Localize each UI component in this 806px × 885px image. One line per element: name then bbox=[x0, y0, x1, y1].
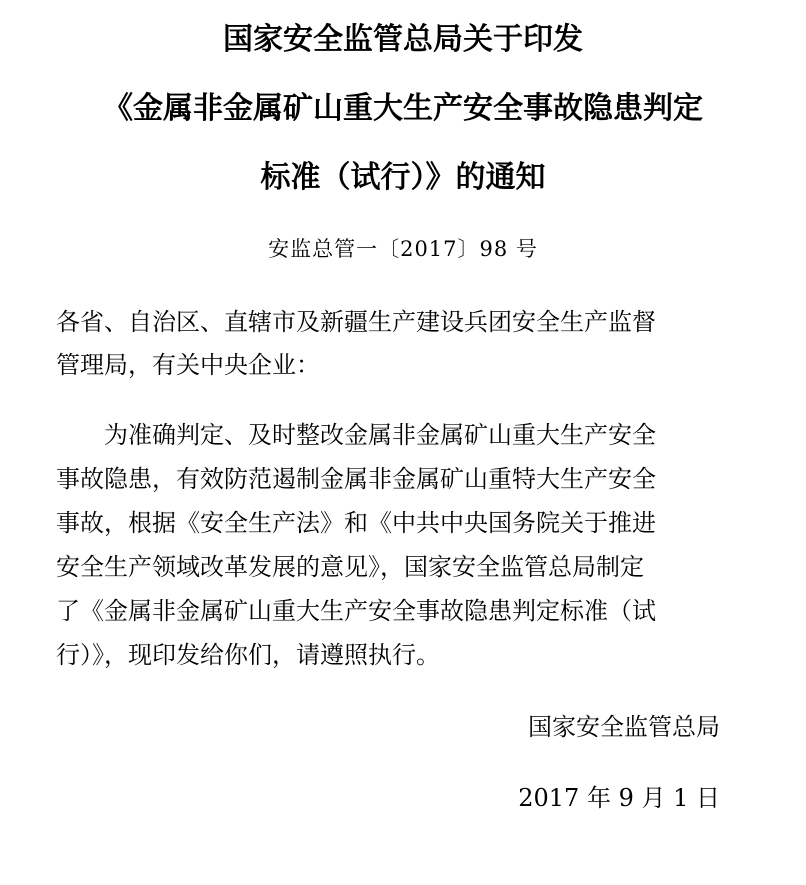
issue-date: 2017 年 9 月 1 日 bbox=[518, 784, 720, 812]
document-title-line-1: 国家安全监管总局关于印发 bbox=[223, 22, 583, 57]
body-paragraph-line-1: 为准确判定、及时整改金属非金属矿山重大生产安全 bbox=[56, 421, 656, 449]
body-paragraph-line-3: 事故，根据《安全生产法》和《中共中央国务院关于推进 bbox=[56, 509, 656, 537]
addressee-line-1: 各省、自治区、直辖市及新疆生产建设兵团安全生产监督 bbox=[56, 308, 656, 336]
body-paragraph-line-2: 事故隐患，有效防范遏制金属非金属矿山重特大生产安全 bbox=[56, 465, 656, 493]
body-paragraph-line-5: 了《金属非金属矿山重大生产安全事故隐患判定标准（试 bbox=[56, 597, 656, 625]
body-paragraph-line-6: 行）》，现印发给你们，请遵照执行。 bbox=[56, 641, 440, 669]
body-paragraph-line-4: 安全生产领域改革发展的意见》，国家安全监管总局制定 bbox=[56, 553, 644, 581]
document-title-line-2: 《金属非金属矿山重大生产安全事故隐患判定 bbox=[103, 91, 703, 126]
issuer-signature: 国家安全监管总局 bbox=[528, 713, 720, 741]
document-number: 安监总管一〔2017〕98 号 bbox=[268, 237, 538, 261]
addressee-line-2: 管理局，有关中央企业： bbox=[56, 351, 320, 379]
document-title-line-3: 标准（试行）》的通知 bbox=[260, 160, 546, 195]
